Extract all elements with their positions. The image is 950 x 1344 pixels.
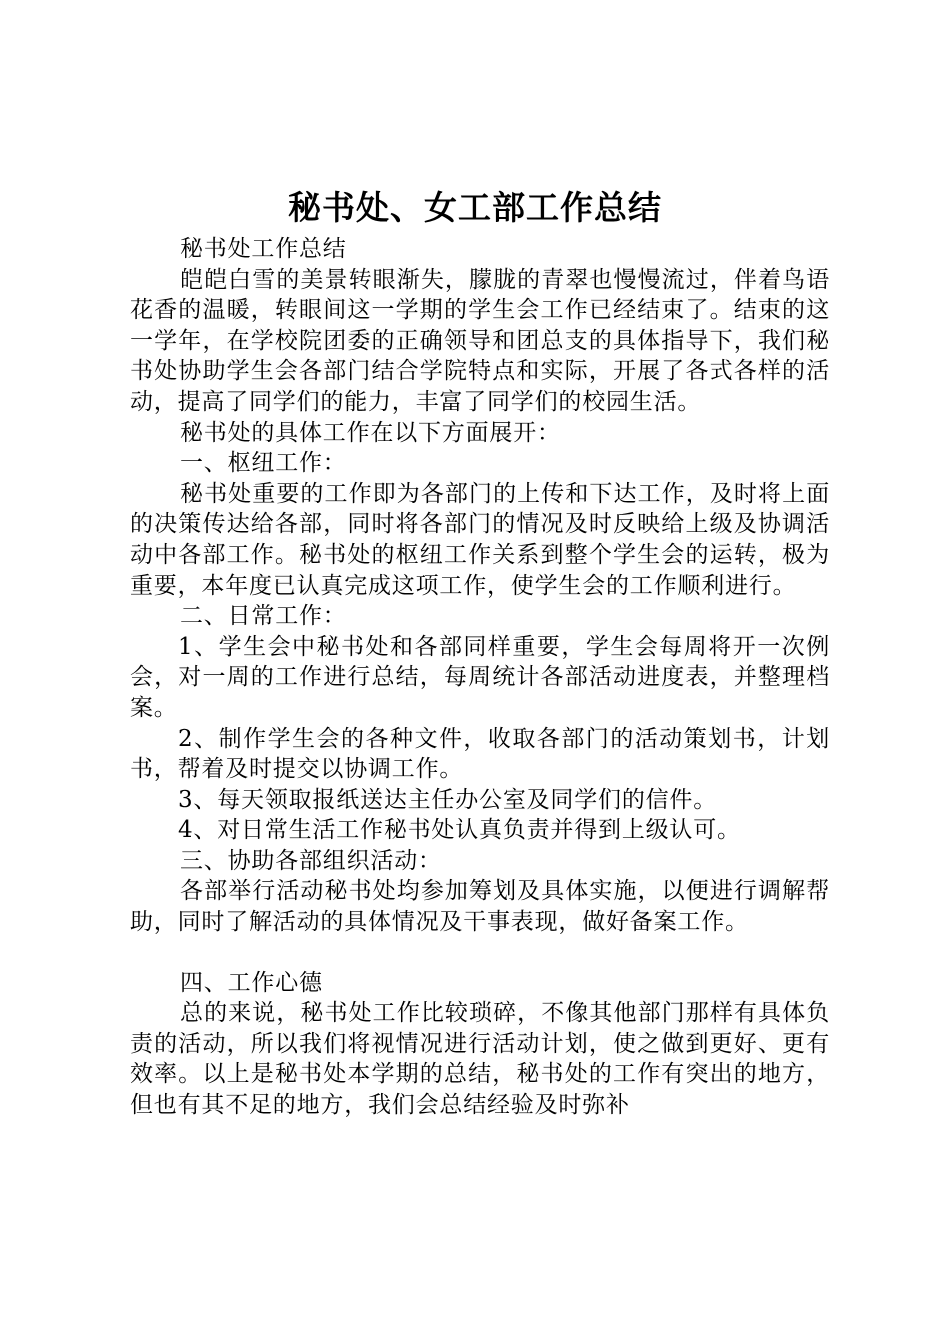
list-item-daily-2: 2、制作学生会的各种文件，收取各部门的活动策划书，计划书，帮着及时提交以协调工作。: [130, 725, 830, 783]
heading-work-reflection: 四、工作心德: [180, 969, 323, 996]
document-title: 秘书处、女工部工作总结: [288, 188, 662, 227]
paragraph-hub-work: 秘书处重要的工作即为各部门的上传和下达工作，及时将上面的决策传达给各部，同时将各部门的情况及时反映给上级及协调活动中各部工作。秘书处的枢纽工作关系到整个学生会的运转，极为重要，本年度已认真完成这项工作，使学生会的工作顺利进行。: [130, 480, 830, 599]
list-item-daily-4: 4、对日常生活工作秘书处认真负责并得到上级认可。: [178, 817, 741, 844]
heading-hub-work: 一、枢纽工作：: [180, 450, 347, 477]
heading-assist-activities: 三、协助各部组织活动：: [180, 847, 442, 874]
paragraph-work-aspects: 秘书处的具体工作在以下方面展开：: [180, 419, 561, 446]
paragraph-assist-activities: 各部举行活动秘书处均参加筹划及具体实施，以便进行调解帮助，同时了解活动的具体情况及干事表现，做好备案工作。: [130, 878, 830, 936]
paragraph-intro: 皑皑白雪的美景转眼渐失，朦胧的青翠也慢慢流过，伴着鸟语花香的温暖，转眼间这一学期的学生会工作已经结束了。结束的这一学年，在学校院团委的正确领导和团总支的具体指导下，我们秘书处协助学生会各部门结合学院特点和实际，开展了各式各样的活动，提高了同学们的能力，丰富了同学们的校园生活。: [130, 266, 830, 415]
paragraph-work-reflection: 总的来说，秘书处工作比较琐碎，不像其他部门那样有具体负责的活动，所以我们将视情况进行活动计划，使之做到更好、更有效率。以上是秘书处本学期的总结，秘书处的工作有突出的地方，但也有其不足的地方，我们会总结经验及时弥补: [130, 1000, 830, 1119]
paragraph-section-heading: 秘书处工作总结: [180, 236, 347, 262]
heading-daily-work: 二、日常工作：: [180, 603, 347, 630]
document-body: [130, 234, 830, 1121]
paragraph-gap: [130, 938, 830, 968]
list-item-daily-1: 1、学生会中秘书处和各部同样重要，学生会每周将开一次例会，对一周的工作进行总结，每周统计各部活动进度表，并整理档案。: [130, 633, 830, 721]
list-item-daily-3: 3、每天领取报纸送达主任办公室及同学们的信件。: [178, 786, 718, 813]
